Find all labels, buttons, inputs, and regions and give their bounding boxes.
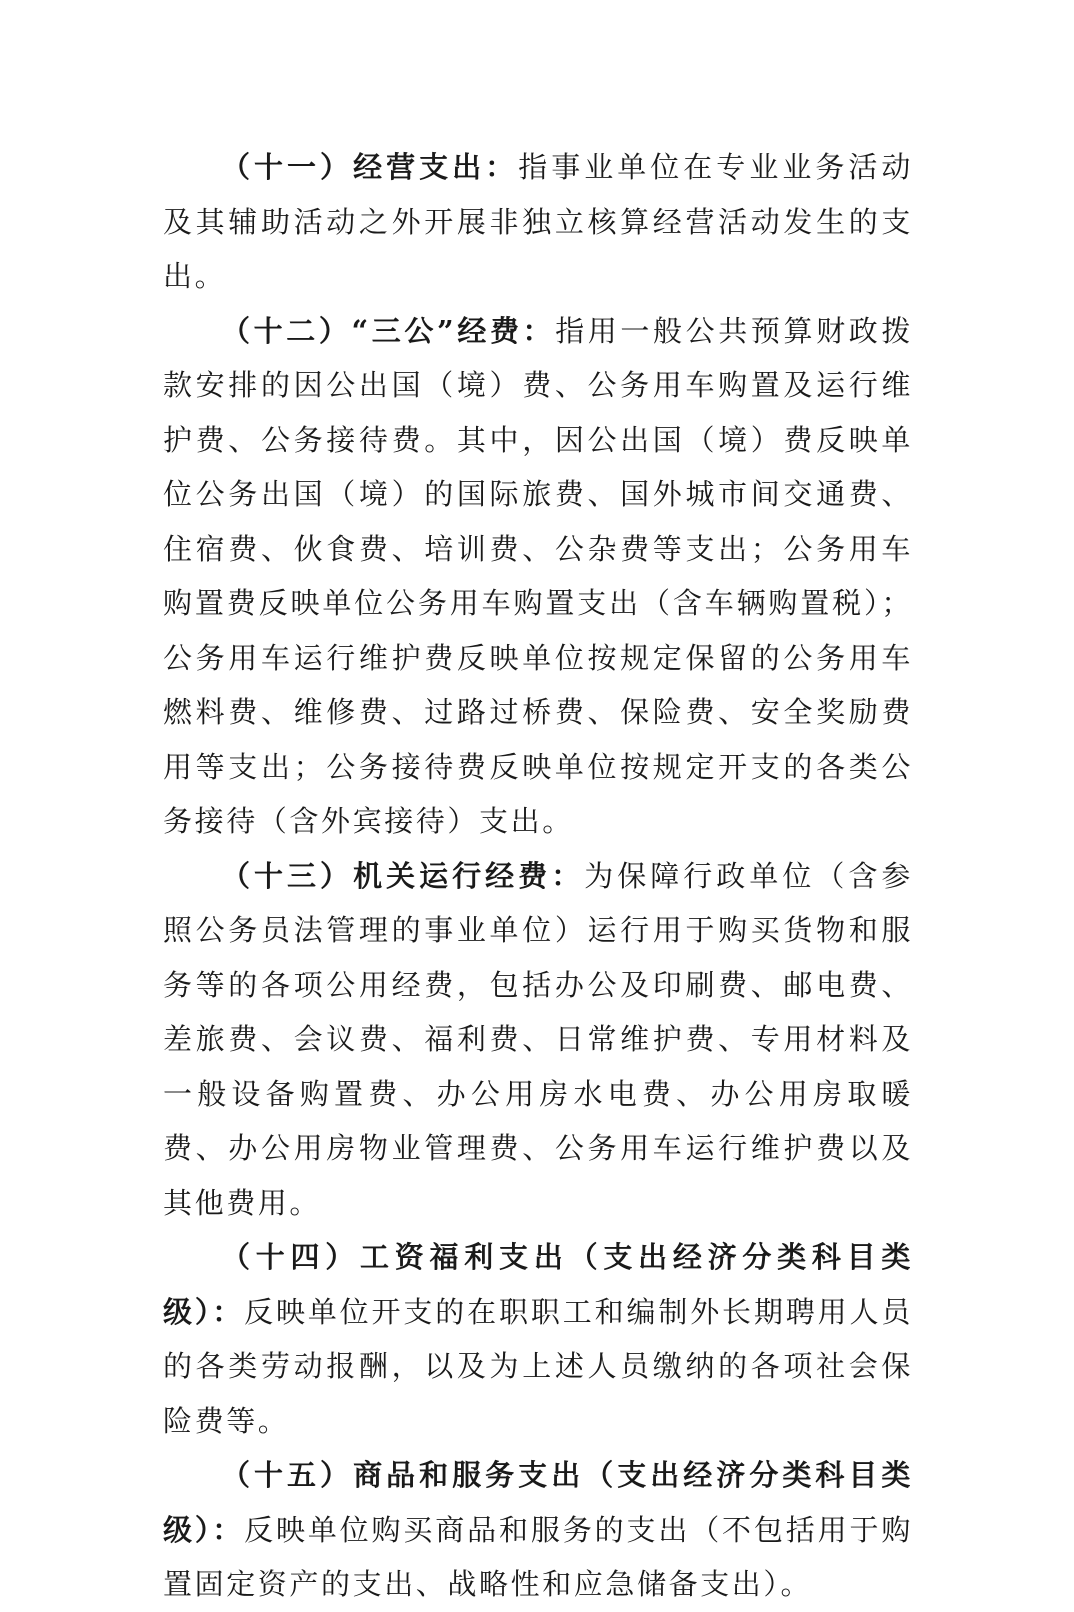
paragraph-heading: （十二）“三公”经费： [221, 313, 556, 348]
paragraph-text: 指事业单位在专业业务活动及其辅助活动之外开展非独立核算经营活动发生的支出。 [163, 150, 914, 293]
paragraph-text: 反映单位开支的在职职工和编制外长期聘用人员的各类劳动报酬，以及为上述人员缴纳的各项社会保险费等。 [163, 1294, 913, 1438]
paragraph-text: 为保障行政单位（含参照公务员法管理的事业单位）运行用于购买货物和服务等的各项公用经费，包括办公及印刷费、邮电费、差旅费、会议费、福利费、日常维护费、专用材料及一般设备购置费、办公用房水电费、办公用房取暖费、办公用房物业管理费、公务用车运行维护费以及其他费用。 [163, 858, 913, 1220]
paragraph-goods-services-expenditure [163, 1448, 913, 1612]
paragraph-agency-operating-funds [163, 849, 913, 1231]
paragraph-three-public-funds [163, 304, 913, 849]
paragraph-heading: （十四）工资福利支出（支出经济分类科目类级）： [163, 1240, 913, 1329]
paragraph-operating-expenditure [163, 140, 913, 304]
paragraph-text: 指用一般公共预算财政拨款安排的因公出国（境）费、公务用车购置及运行维护费、公务接待费。其中，因公出国（境）费反映单位公务出国（境）的国际旅费、国外城市间交通费、住宿费、伙食费、培训费、公杂费等支出；公务用车购置费反映单位公务用车购置支出（含车辆购置税）；公务用车运行维护费反映单位按规定保留的公务用车燃料费、维修费、过路过桥费、保险费、安全奖励费用等支出；公务接待费反映单位按规定开支的各类公务接待（含外宾接待）支出。 [163, 313, 913, 838]
document-body [163, 140, 913, 1612]
paragraph-wage-welfare-expenditure [163, 1230, 913, 1448]
paragraph-text: 反映单位购买商品和服务的支出（不包括用于购置固定资产的支出、战略性和应急储备支出）。 [163, 1512, 913, 1601]
paragraph-heading: （十一）经营支出： [221, 150, 519, 184]
paragraph-heading: （十三）机关运行经费： [221, 858, 585, 893]
paragraph-heading: （十五）商品和服务支出（支出经济分类科目类级）： [163, 1458, 913, 1547]
